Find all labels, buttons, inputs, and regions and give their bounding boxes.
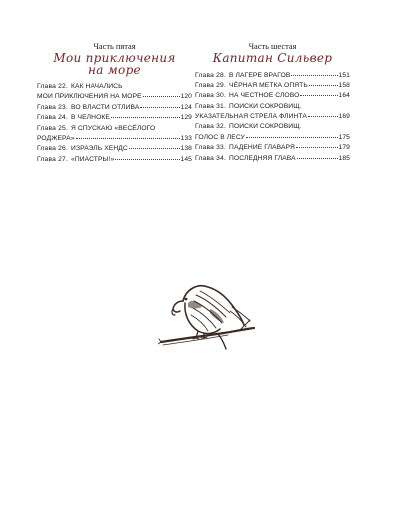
chapter-title: КАК НАЧАЛИСЬ	[71, 83, 123, 90]
toc-entry-chapter-30[interactable]	[195, 91, 350, 101]
page-number: 124	[180, 103, 192, 111]
chapter-label: Глава 30.	[195, 92, 227, 100]
chapter-label: Глава 31.	[195, 102, 227, 110]
chapter-label: Глава 25.	[37, 124, 69, 132]
chapter-label: Глава 33.	[195, 144, 227, 152]
part-six-label: Часть шестая	[248, 42, 297, 51]
dot-leader	[309, 85, 338, 86]
dot-leader	[115, 159, 179, 160]
toc-entry-chapter-24[interactable]	[37, 113, 192, 123]
chapter-title: В ЧЕЛНОКЕ	[71, 114, 110, 122]
page-number: 138	[180, 145, 192, 153]
dot-leader	[297, 158, 338, 159]
part-five-title-line-1: Мои приключения	[53, 51, 176, 65]
part-five-title	[37, 53, 192, 76]
page-number: 175	[338, 133, 350, 141]
dot-leader	[129, 148, 180, 149]
chapter-title-cont: ГОЛОС В ЛЕСУ	[195, 133, 245, 141]
chapter-title: ПОСЛЕДНЯЯ ГЛАВА	[229, 154, 296, 162]
page-number: 120	[180, 93, 192, 101]
chapter-title: «ПИАСТРЫ!»	[71, 155, 115, 163]
chapter-title-cont: МОИ ПРИКЛЮЧЕНИЯ НА МОРЕ	[37, 93, 142, 101]
chapter-title: В ЛАГЕРЕ ВРАГОВ	[229, 71, 291, 79]
toc-list-left	[37, 82, 192, 165]
dot-leader	[300, 95, 337, 96]
page-number: 151	[338, 71, 350, 79]
right-column	[195, 42, 350, 164]
chapter-title: ЧЁРНАЯ МЕТКА ОПЯТЬ	[229, 81, 308, 89]
dot-leader	[291, 75, 337, 76]
page-number: 158	[338, 81, 350, 89]
chapter-label: Глава 22.	[37, 83, 69, 90]
chapter-title: Я СПУСКАЮ «ВЕСЁЛОГО	[71, 124, 156, 132]
dot-leader	[296, 147, 338, 148]
toc-entry-chapter-25[interactable]	[37, 124, 192, 145]
toc-entry-chapter-29[interactable]	[195, 81, 350, 91]
parrot-on-branch-icon	[158, 279, 256, 351]
toc-entry-chapter-28[interactable]	[195, 71, 350, 81]
page-number: 179	[338, 144, 350, 152]
part-five-label: Часть пятая	[93, 42, 136, 51]
dot-leader	[140, 107, 179, 108]
chapter-label: Глава 29.	[195, 81, 227, 89]
chapter-title: ВО ВЛАСТИ ОТЛИВА	[71, 103, 140, 111]
dot-leader	[246, 137, 338, 138]
toc-entry-chapter-22[interactable]	[37, 82, 192, 103]
chapter-title-cont: УКАЗАТЕЛЬНАЯ СТРЕЛА ФЛИНТА	[195, 113, 307, 121]
toc-entry-chapter-32[interactable]	[195, 122, 350, 143]
left-column	[37, 42, 192, 165]
chapter-label: Глава 32.	[195, 123, 227, 131]
chapter-label: Глава 26.	[37, 145, 69, 153]
chapter-title: НА ЧЕСТНОЕ СЛОВО	[229, 92, 300, 100]
dot-leader	[111, 117, 180, 118]
dot-leader	[76, 138, 180, 139]
toc-entry-chapter-33[interactable]	[195, 143, 350, 153]
dot-leader	[308, 116, 338, 117]
dot-leader	[143, 96, 180, 97]
page-number: 133	[180, 134, 192, 142]
toc-entry-chapter-23[interactable]	[37, 103, 192, 113]
chapter-title: ПАДЕНИЕ ГЛАВАРЯ	[229, 144, 295, 152]
chapter-label: Глава 34.	[195, 154, 227, 162]
chapter-label: Глава 28.	[195, 71, 227, 79]
page-number: 169	[338, 113, 350, 121]
page-number: 185	[338, 154, 350, 162]
part-five-title-line-2: на море	[88, 62, 141, 77]
chapter-label: Глава 24.	[37, 114, 69, 122]
page-number: 164	[338, 92, 350, 100]
chapter-label: Глава 27.	[37, 155, 69, 163]
toc-entry-chapter-34[interactable]	[195, 154, 350, 164]
toc-entry-chapter-31[interactable]	[195, 102, 350, 123]
chapter-title: ПОИСКИ СОКРОВИЩ.	[229, 102, 302, 110]
chapter-title: ПОИСКИ СОКРОВИЩ.	[229, 123, 302, 131]
toc-entry-chapter-27[interactable]	[37, 155, 192, 165]
page-number: 145	[180, 155, 192, 163]
part-six-title: Капитан Сильвер	[212, 51, 333, 65]
chapter-title-cont: РОДЖЕРА»	[37, 134, 75, 142]
toc-entry-chapter-26[interactable]	[37, 144, 192, 154]
chapter-label: Глава 23.	[37, 103, 69, 111]
chapter-title: ИЗРАЭЛЬ ХЕНДС	[71, 145, 128, 153]
page-number: 129	[180, 114, 192, 122]
toc-list-right	[195, 71, 350, 165]
